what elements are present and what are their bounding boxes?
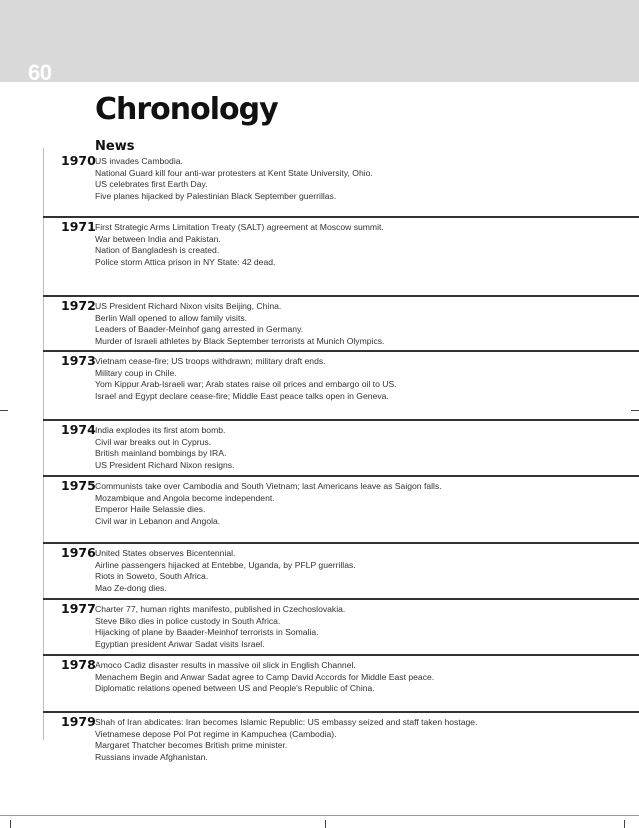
event-line: US invades Cambodia. — [95, 156, 183, 166]
entry-year: 1978 — [61, 657, 96, 672]
crop-mark-right — [631, 410, 639, 411]
event-line: United States observes Bicentennial. — [95, 548, 236, 558]
entry-divider — [43, 542, 639, 544]
event-line: Berlin Wall opened to allow family visits. — [95, 312, 248, 323]
event-line: Leaders of Baader-Meinhof gang arrested in Germany. — [95, 324, 304, 335]
crop-mark-left — [0, 410, 8, 411]
event-line: India explodes its first atom bomb. — [95, 425, 226, 435]
event-line: Charter 77, human rights manifesto, published in Czechoslovakia. — [95, 604, 346, 614]
event-line: Mozambique and Angola become independent. — [95, 492, 275, 503]
entry-events — [95, 548, 356, 594]
event-line: Margaret Thatcher becomes British prime minister. — [95, 740, 288, 751]
event-line: Menachem Begin and Anwar Sadat agree to Camp David Accords for Middle East peace. — [95, 671, 435, 682]
event-line: Israel and Egypt declare cease-fire; Middle East peace talks open in Geneva. — [95, 390, 389, 401]
entry-divider — [43, 654, 639, 656]
event-line: Airline passengers hijacked at Entebbe, Uganda, by PFLP guerrillas. — [95, 559, 356, 570]
entry-divider — [43, 475, 639, 477]
entry-year: 1979 — [61, 714, 96, 729]
entry-divider — [43, 598, 639, 600]
entry-year: 1971 — [61, 219, 96, 234]
crop-mark-bottom-center — [325, 820, 326, 828]
entry-events — [95, 425, 234, 471]
event-line: War between India and Pakistan. — [95, 233, 221, 244]
event-line: Communists take over Cambodia and South Vietnam; last Americans leave as Saigon falls. — [95, 481, 442, 491]
event-line: Nation of Bangladesh is created. — [95, 245, 220, 256]
entry-events — [95, 481, 442, 527]
event-line: Vietnam cease-fire; US troops withdrawn; military draft ends. — [95, 356, 326, 366]
event-line: Steve Biko dies in police custody in South Africa. — [95, 615, 281, 626]
entry-events — [95, 156, 373, 202]
event-line: US President Richard Nixon resigns. — [95, 459, 235, 470]
crop-mark-bottom-right — [624, 820, 625, 828]
event-line: US celebrates first Earth Day. — [95, 179, 208, 190]
page-number: 60 — [28, 60, 52, 85]
event-line: Egyptian president Anwar Sadat visits Israel. — [95, 638, 265, 649]
entry-divider — [43, 419, 639, 421]
entry-year: 1972 — [61, 298, 96, 313]
entry-year: 1974 — [61, 422, 96, 437]
entry-events — [95, 301, 384, 347]
entry-events — [95, 356, 397, 402]
event-line: Hijacking of plane by Baader-Meinhof terrorists in Somalia. — [95, 627, 319, 638]
crop-mark-bottom-left — [10, 820, 11, 828]
event-line: Vietnamese depose Pol Pot regime in Kampuchea (Cambodia). — [95, 728, 337, 739]
entry-year: 1975 — [61, 478, 96, 493]
entry-divider — [43, 216, 639, 218]
event-line: Civil war in Lebanon and Angola. — [95, 515, 221, 526]
event-line: Police storm Attica prison in NY State: 42 dead. — [95, 256, 276, 267]
event-line: Yom Kippur Arab-Israeli war; Arab states raise oil prices and embargo oil to US. — [95, 379, 397, 390]
event-line: Riots in Soweto, South Africa. — [95, 571, 209, 582]
header-band — [0, 0, 639, 82]
entry-divider — [43, 711, 639, 713]
crop-mark-bottom-rule — [0, 815, 639, 816]
entry-year: 1977 — [61, 601, 96, 616]
entry-events — [95, 717, 477, 763]
event-line: Five planes hijacked by Palestinian Black September guerrillas. — [95, 190, 337, 201]
page-title: Chronology — [95, 92, 278, 127]
section-heading-news: News — [95, 139, 135, 154]
event-line: National Guard kill four anti-war protesters at Kent State University, Ohio. — [95, 167, 373, 178]
entry-events — [95, 660, 434, 695]
event-line: Mao Ze-dong dies. — [95, 582, 167, 593]
event-line: US President Richard Nixon visits Beijing, China. — [95, 301, 282, 311]
entry-divider — [43, 350, 639, 352]
event-line: Russians invade Afghanistan. — [95, 751, 208, 762]
left-vertical-rule — [43, 148, 44, 740]
entry-year: 1976 — [61, 545, 96, 560]
entry-events — [95, 222, 384, 268]
event-line: British mainland bombings by IRA. — [95, 448, 227, 459]
event-line: Emperor Haile Selassie dies. — [95, 504, 206, 515]
event-line: Military coup in Chile. — [95, 367, 177, 378]
event-line: Diplomatic relations opened between US and People's Republic of China. — [95, 683, 375, 694]
event-line: First Strategic Arms Limitation Treaty (SALT) agreement at Moscow summit. — [95, 222, 384, 232]
entry-year: 1973 — [61, 353, 96, 368]
event-line: Shah of Iran abdicates: Iran becomes Islamic Republic: US embassy seized and staff taken hostage. — [95, 717, 478, 727]
event-line: Civil war breaks out in Cyprus. — [95, 436, 212, 447]
event-line: Amoco Cadiz disaster results in massive oil slick in English Channel. — [95, 660, 356, 670]
entry-divider — [43, 295, 639, 297]
entry-events — [95, 604, 345, 650]
entry-year: 1970 — [61, 153, 96, 168]
event-line: Murder of Israeli athletes by Black September terrorists at Munich Olympics. — [95, 335, 385, 346]
